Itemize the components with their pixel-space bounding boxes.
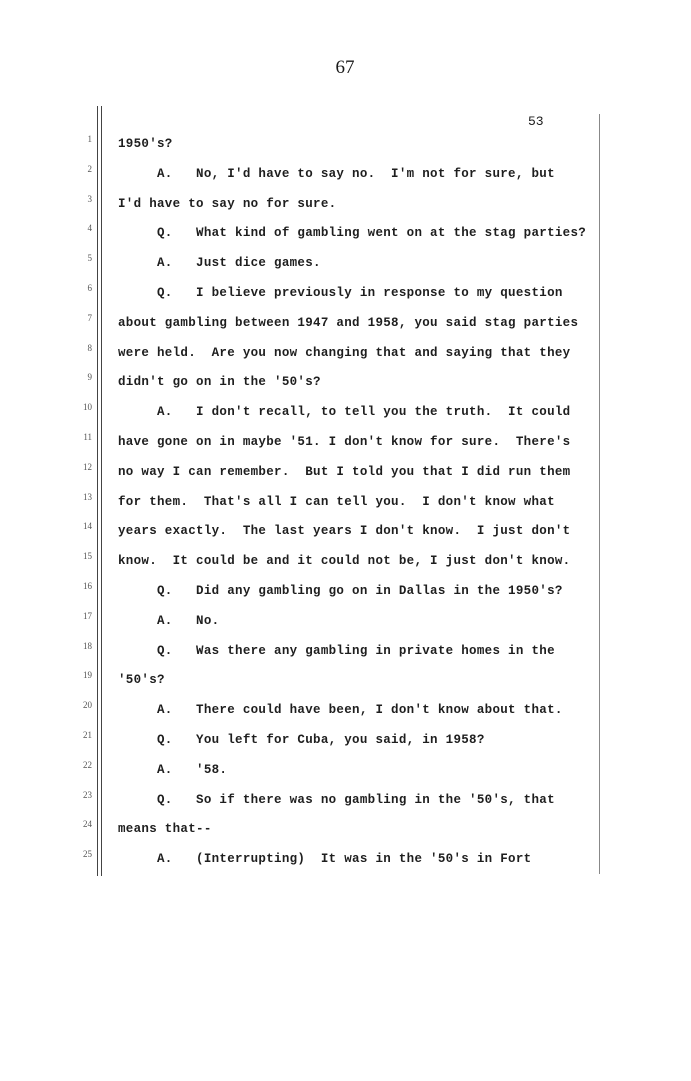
line-number: 6	[87, 283, 92, 293]
transcript-line: A. '58.	[118, 762, 228, 777]
transcript-line: A. There could have been, I don't know about that.	[118, 703, 563, 718]
transcript-line: no way I can remember. But I told you that I did run them	[118, 464, 571, 479]
line-number: 20	[83, 700, 92, 711]
left-margin-rule	[97, 106, 98, 876]
line-number: 14	[83, 521, 92, 532]
transcript-line: Q. What kind of gambling went on at the stag parties?	[118, 226, 587, 241]
line-number: 15	[83, 551, 92, 562]
transcript-line: A. No, I'd have to say no. I'm not for sure, but	[118, 166, 555, 181]
left-margin-rule-inner	[101, 106, 102, 876]
line-number: 23	[83, 789, 92, 800]
line-number: 8	[87, 342, 92, 353]
transcript-line: means that--	[118, 822, 212, 837]
line-number: 25	[83, 849, 92, 860]
line-number: 24	[83, 819, 92, 830]
line-number: 17	[83, 610, 92, 621]
transcript-line: Q. I believe previously in response to my question	[118, 286, 563, 300]
outer-page-number: 67	[335, 57, 355, 78]
line-number: 18	[83, 640, 92, 651]
transcript-line: A. Just dice games.	[118, 256, 321, 271]
line-number: 19	[83, 670, 92, 681]
right-margin-rule	[599, 114, 600, 874]
line-number: 4	[87, 223, 92, 234]
line-number: 22	[83, 759, 92, 770]
transcript-line: I'd have to say no for sure.	[118, 196, 337, 211]
transcript-line: A. I don't recall, to tell you the truth. It could	[118, 405, 571, 420]
transcript-line: Q. So if there was no gambling in the '50's, that	[118, 792, 555, 807]
line-number: 21	[83, 730, 92, 740]
line-number: 2	[87, 163, 92, 174]
transcript-line: know. It could be and it could not be, I just don't know.	[118, 554, 571, 569]
line-number: 13	[83, 491, 92, 502]
transcript-line: for them. That's all I can tell you. I don't know what	[118, 494, 555, 509]
transcript-line: '50's?	[118, 673, 165, 688]
transcript-line: A. No.	[118, 613, 220, 628]
transcript-line: Q. Did any gambling go on in Dallas in the 1950's?	[118, 584, 563, 598]
transcript-line: Q. You left for Cuba, you said, in 1958?	[118, 733, 485, 747]
line-number: 16	[83, 581, 92, 591]
line-number: 9	[87, 372, 92, 383]
transcript-line: were held. Are you now changing that and saying that they	[118, 345, 571, 360]
transcript-line: have gone on in maybe '51. I don't know for sure. There's	[118, 435, 571, 449]
line-number: 12	[83, 461, 92, 472]
transcript-line: about gambling between 1947 and 1958, you said stag parties	[118, 315, 579, 330]
line-number: 7	[87, 312, 92, 323]
transcript-line: 1950's?	[118, 137, 173, 151]
transcript-line: A. (Interrupting) It was in the '50's in Fort	[118, 852, 532, 867]
line-number: 3	[87, 193, 92, 204]
transcript-line: Q. Was there any gambling in private homes in the	[118, 643, 555, 658]
transcript-line: didn't go on in the '50's?	[118, 375, 321, 390]
transcript-line: years exactly. The last years I don't know. I just don't	[118, 524, 571, 539]
line-number: 1	[87, 134, 92, 144]
line-number: 10	[83, 402, 92, 413]
transcript-page-number: 53	[528, 114, 544, 129]
line-number: 5	[87, 253, 92, 264]
line-number: 11	[83, 432, 92, 442]
